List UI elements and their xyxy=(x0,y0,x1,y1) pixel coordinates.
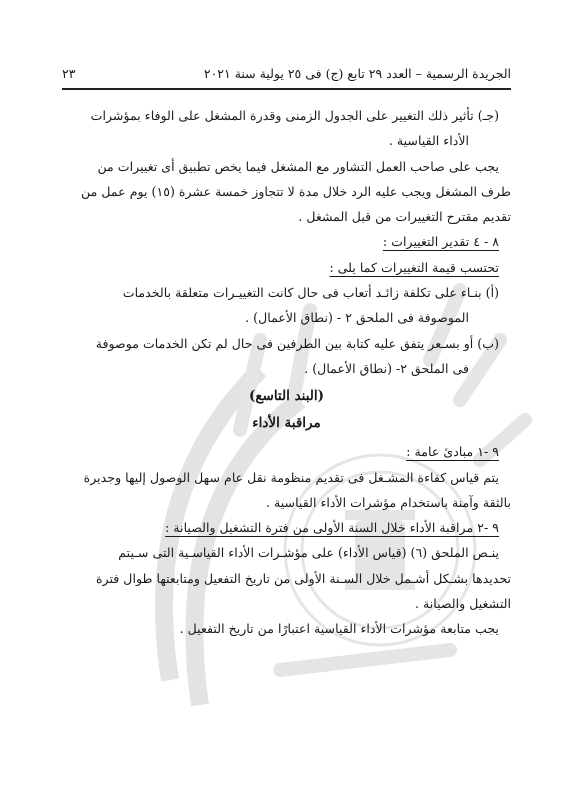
item-b-line-1: (ب) أو بسـعر يتفق عليه كتابة بين الطرفين فى حال لم تكن الخدمات موصوفة xyxy=(95,335,499,351)
section-9-1-heading xyxy=(62,439,511,464)
section-8-4-text: ٨ - ٤ تقدير التغييرات : xyxy=(382,234,499,250)
header-divider xyxy=(62,88,511,90)
item-c-line-2: الأداء القياسية . xyxy=(388,133,469,149)
section-8-4-heading xyxy=(62,229,511,254)
paragraph-1-line-3: تقديم مقترح التغييرات من قبل المشغل . xyxy=(298,209,511,225)
paragraph-1-line-2: طرف المشغل ويجب عليه الرد خلال مدة لا تتجاوز خمسة عشرة (١٥) يوم عمل من xyxy=(81,183,511,199)
header-title: الجريدة الرسمية – العدد ٢٩ تابع (ج) فى ٢٥ يولية سنة ٢٠٢١ xyxy=(203,65,511,81)
paragraph-3-line-1: ينـص الملحق (٦) (قياس الأداء) على مؤشـرات الأداء القياسـية التى سـيتم xyxy=(118,545,499,561)
paragraph-3-line-3: التشغيل والصيانة . xyxy=(414,596,511,612)
paragraph-2-line-1: يتم قياس كفاءة المشـغل فى تقديم منظومة نقل عام سهل الوصول إليها وجديرة xyxy=(83,469,499,485)
item-c-line-1: (جـ) تأثير ذلك التغيير على الجدول الزمنى وقدرة المشغل على الوفاء بمؤشرات xyxy=(90,108,499,123)
item-a-line-1: (أ) بنـاء على تكلفة زائـد أتعاب فى حال كانت التغييـرات متعلقة بالخدمات xyxy=(122,285,499,301)
calc-heading xyxy=(62,255,511,280)
section-9-2-heading xyxy=(62,515,511,540)
item-b-line-2: فى الملحق ٢- (نطاق الأعمال) . xyxy=(304,360,469,376)
paragraph-3-line-2: تحديدها بشـكل أشـمل خلال السـنة الأولى من تاريخ التفعيل ومتابعتها طوال فترة xyxy=(95,570,511,586)
clause-subtitle: مراقبة الأداء xyxy=(252,415,321,432)
item-a-line-2: الموصوفة فى الملحق ٢ - (نطاق الأعمال) . xyxy=(245,310,469,326)
paragraph-1-line-1: يجب على صاحب العمل التشاور مع المشغل فيما يخص تطبيق أى تغييرات من xyxy=(97,158,499,174)
paragraph-4-line-1: يجب متابعة مؤشرات الأداء القياسية اعتبارًا من تاريخ التفعيل . xyxy=(179,621,499,637)
page-header xyxy=(62,62,511,84)
paragraph-2-line-2: بالثقة وآمنة باستخدام مؤشرات الأداء القياسية . xyxy=(265,494,511,510)
calc-heading-text: تحتسب قيمة التغييرات كما يلى : xyxy=(329,259,499,275)
document-body xyxy=(62,103,511,642)
section-9-1-text: ٩ -١ مبادئ عامة : xyxy=(406,444,499,460)
page-number: ٢٣ xyxy=(62,65,76,81)
clause-title: (البند التاسع) xyxy=(248,388,325,405)
section-9-2-text: ٩ -٢ مراقبة الأداء خلال السنة الأولى من فترة التشغيل والصيانة : xyxy=(165,520,499,536)
